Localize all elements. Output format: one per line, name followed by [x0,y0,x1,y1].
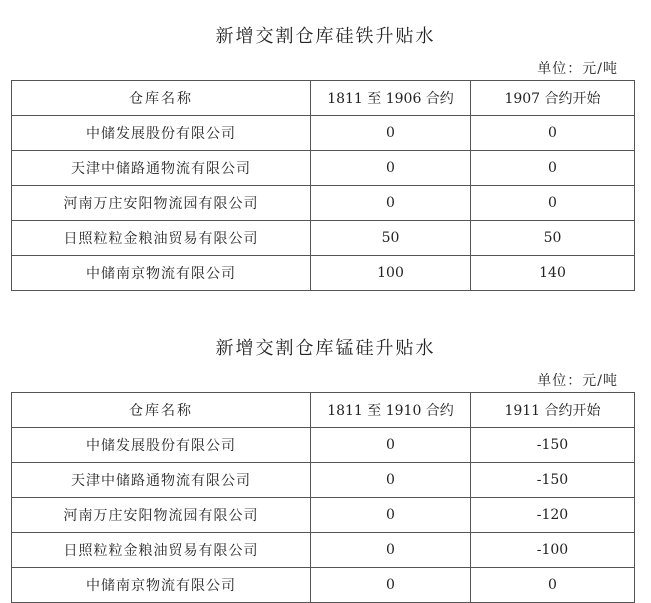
premium-value: -150 [471,428,635,463]
table-row [12,533,635,568]
warehouse-name: 天津中储路通物流有限公司 [12,151,311,186]
warehouse-name: 河南万庄安阳物流园有限公司 [12,186,311,221]
warehouse-name: 河南万庄安阳物流园有限公司 [12,498,311,533]
warehouse-name: 天津中储路通物流有限公司 [12,463,311,498]
table-row [12,568,635,603]
premium-value: 0 [311,151,471,186]
table-row [12,463,635,498]
column-header-contract-range: 1811 至 1906 合约 [311,81,471,116]
warehouse-name: 中储南京物流有限公司 [12,256,311,291]
table-title: 新增交割仓库硅铁升贴水 [215,26,436,47]
table-row [12,116,635,151]
table-title: 新增交割仓库锰硅升贴水 [215,338,436,359]
premium-value: -150 [471,463,635,498]
premium-value: 0 [311,498,471,533]
table-header-row [12,393,635,428]
silicomanganese-premium-table [11,392,635,603]
column-header-warehouse: 仓库名称 [12,81,311,116]
table-row [12,428,635,463]
premium-value: 140 [471,256,635,291]
premium-value: -120 [471,498,635,533]
premium-value: 0 [311,533,471,568]
premium-value: -100 [471,533,635,568]
unit-label: 单位：元/吨 [537,61,618,77]
unit-label: 单位：元/吨 [537,373,618,389]
table-row [12,256,635,291]
table-row [12,186,635,221]
premium-value: 0 [311,463,471,498]
warehouse-name: 中储南京物流有限公司 [12,568,311,603]
table-row [12,498,635,533]
premium-value: 50 [311,221,471,256]
column-header-contract-start: 1911 合约开始 [471,393,635,428]
warehouse-name: 日照粒粒金粮油贸易有限公司 [12,533,311,568]
premium-value: 0 [311,116,471,151]
premium-value: 0 [471,186,635,221]
premium-value: 0 [311,428,471,463]
premium-value: 100 [311,256,471,291]
warehouse-name: 中储发展股份有限公司 [12,428,311,463]
warehouse-name: 中储发展股份有限公司 [12,116,311,151]
premium-value: 50 [471,221,635,256]
column-header-warehouse: 仓库名称 [12,393,311,428]
table-row [12,221,635,256]
premium-value: 0 [471,568,635,603]
warehouse-name: 日照粒粒金粮油贸易有限公司 [12,221,311,256]
premium-value: 0 [471,151,635,186]
ferrosilicon-premium-table [11,80,635,291]
premium-value: 0 [471,116,635,151]
premium-value: 0 [311,186,471,221]
table-header-row [12,81,635,116]
column-header-contract-range: 1811 至 1910 合约 [311,393,471,428]
table-row [12,151,635,186]
column-header-contract-start: 1907 合约开始 [471,81,635,116]
premium-value: 0 [311,568,471,603]
